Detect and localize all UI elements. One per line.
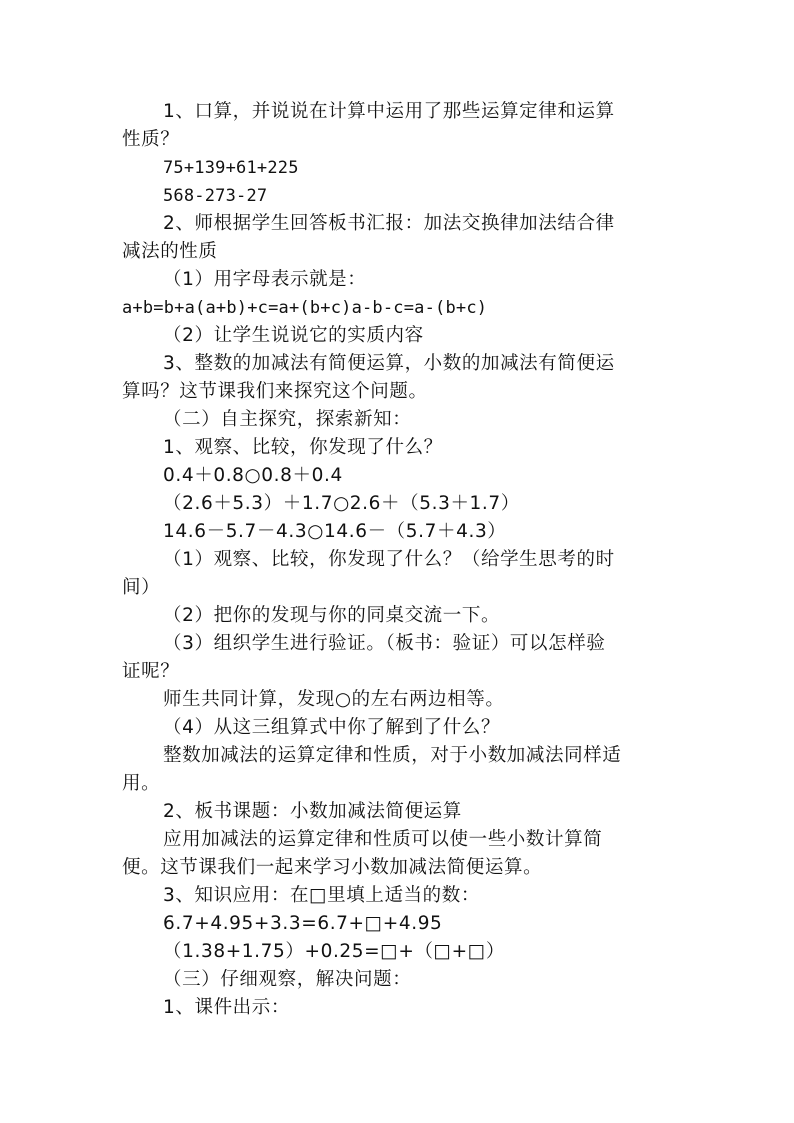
text-line: （三）仔细观察，解决问题： <box>163 969 412 990</box>
text-line: a+b=b+a(a+b)+c=a+(b+c)a-b-c=a-(b+c) <box>122 298 488 318</box>
text-line: 3、整数的加减法有简便运算，小数的加减法有简便运 <box>163 353 615 374</box>
text-line: 2、板书课题：小数加减法简便运算 <box>163 801 462 822</box>
text-line: 0.4＋0.8○0.8＋0.4 <box>163 465 343 486</box>
text-line: 减法的性质 <box>122 241 218 262</box>
text-line: 1、观察、比较，你发现了什么？ <box>163 437 443 458</box>
text-line: 便。这节课我们一起来学习小数加减法简便运算。 <box>122 857 543 878</box>
text-line: 间） <box>122 577 161 598</box>
text-line: 3、知识应用：在□里填上适当的数： <box>163 885 480 906</box>
text-line: 用。 <box>122 773 161 794</box>
text-line: （2）让学生说说它的实质内容 <box>163 325 424 346</box>
text-line: 14.6－5.7－4.3○14.6－（5.7＋4.3） <box>163 521 507 542</box>
text-line: 证呢？ <box>122 661 180 682</box>
text-line: 性质？ <box>122 129 180 150</box>
text-line: 整数加减法的运算定律和性质，对于小数加减法同样适 <box>163 745 622 766</box>
text-line: （3）组织学生进行验证。（板书：验证）可以怎样验 <box>163 633 606 654</box>
text-line: （4）从这三组算式中你了解到了什么？ <box>163 717 501 738</box>
text-line: 2、师根据学生回答板书汇报：加法交换律加法结合律 <box>163 213 615 234</box>
text-line: 师生共同计算，发现○的左右两边相等。 <box>163 689 505 710</box>
text-line: 应用加减法的运算定律和性质可以使一些小数计算简 <box>163 829 603 850</box>
text-line: 6.7+4.95+3.3=6.7+□+4.95 <box>163 913 443 934</box>
text-line: （二）自主探究，探索新知： <box>163 409 412 430</box>
text-line: （1.38+1.75）+0.25=□+（□+□） <box>163 941 505 962</box>
text-line: 75+139+61+225 <box>163 158 299 178</box>
text-line: 568-273-27 <box>163 186 268 206</box>
text-line: 1、口算，并说说在计算中运用了那些运算定律和运算 <box>163 101 615 122</box>
text-line: （1）用字母表示就是： <box>163 269 367 290</box>
text-line: （2.6＋5.3）＋1.7○2.6＋（5.3＋1.7） <box>163 493 520 514</box>
text-line: 算吗？这节课我们来探究这个问题。 <box>122 381 428 402</box>
text-line: （1）观察、比较，你发现了什么？（给学生思考的时 <box>163 549 615 570</box>
text-line: （2）把你的发现与你的同桌交流一下。 <box>163 605 501 626</box>
text-line: 1、课件出示： <box>163 997 290 1018</box>
